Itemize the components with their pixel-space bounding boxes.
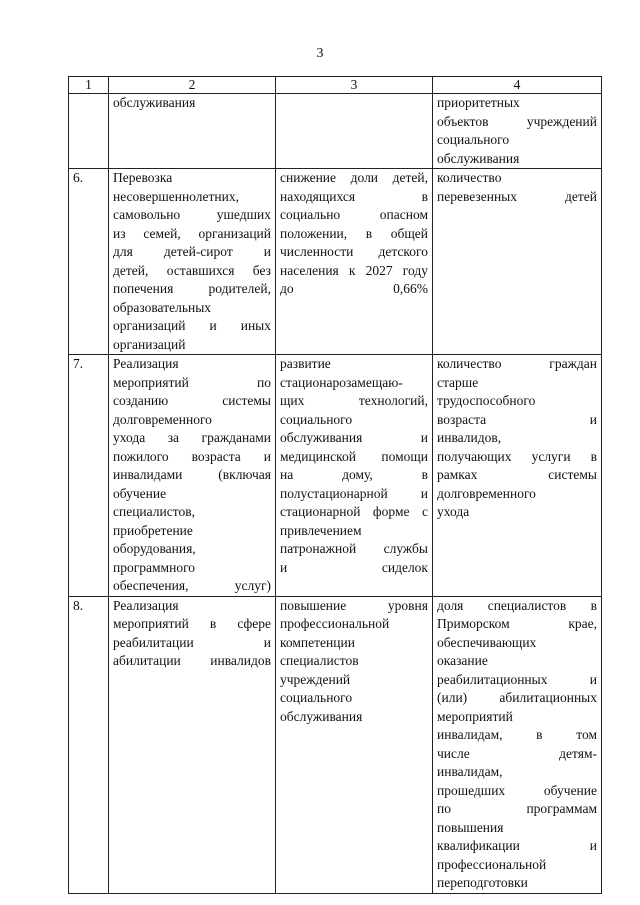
cell-line: попечения родителей, [113,281,271,296]
cell-line: компетенции [280,634,355,650]
cell-line: медицинской помощи [280,448,428,464]
cell-line: социально опасном [280,207,428,222]
cell-line: социального [437,132,510,147]
expected-result-cell [276,355,433,597]
cell-line: (или) абилитационных [437,690,597,705]
cell-line: социального [280,690,353,705]
cell-line: образовательных [113,299,212,315]
cell-line: Реализация [113,356,179,371]
measure-name-cell [109,355,276,597]
measure-name-cell [109,169,276,355]
cell-line: специалистов, [113,504,195,519]
indicator-cell [433,355,602,597]
indicator-cell [433,596,602,893]
expected-result-cell [276,596,433,893]
cell-line: развитие [280,356,331,371]
cell-line: повышения [437,819,504,835]
cell-line: инвалидами (включая [113,467,271,482]
cell-line: абилитации инвалидов [113,653,271,668]
table-header-row [69,77,602,94]
header-cell-2: 2 [109,77,276,94]
table-row [69,355,602,597]
cell-line: из семей, организаций [113,225,271,241]
cell-line: мероприятий [437,708,513,724]
cell-line: снижение доли детей, [280,170,428,185]
cell-line: по программам [437,801,597,816]
row-number-cell: 6. [69,169,109,355]
indicator-cell [433,94,602,169]
page-number: 3 [316,46,324,61]
cell-line: организаций [113,336,186,352]
cell-line: самовольно ушедших [113,207,271,222]
cell-line: мероприятий по [113,374,271,390]
cell-line: находящихся в [280,188,428,204]
cell-line: реабилитации и [113,634,271,650]
cell-line: щих технологий, [280,393,428,408]
cell-line: обслуживания и [280,430,428,445]
cell-line: стационарозамещаю- [280,374,403,390]
table-row [69,169,602,355]
cell-line: оборудования, [113,541,196,556]
cell-line: объектов учреждений [437,113,597,129]
row-number-cell [69,94,109,169]
cell-line: созданию системы [113,393,271,408]
cell-line: программного [113,559,196,575]
cell-line: и сиделок [280,559,428,575]
cell-line: повышение уровня [280,597,428,613]
cell-line: переподготовки [437,875,528,890]
cell-line: до 0,66% [280,281,428,296]
cell-line: обучение [113,485,167,501]
cell-line: приоритетных [437,95,520,110]
cell-line: Приморском крае, [437,616,597,631]
table-row [69,596,602,893]
header-cell-3: 3 [276,77,433,94]
cell-line: количество граждан [437,356,597,371]
cell-line: обслуживания [280,708,363,724]
cell-line: численности детского [280,244,428,259]
cell-line: перевезенных детей [437,188,597,204]
cell-line: инвалидам, [437,764,503,779]
cell-line: привлечением [280,522,362,538]
cell-line: трудоспособного [437,393,536,408]
cell-line: специалистов [280,653,359,668]
cell-line: организаций и иных [113,318,271,333]
cell-line: долговременного [113,411,212,427]
cell-line: приобретение [113,522,193,538]
cell-line: социального [280,411,353,427]
cell-line: рамках системы [437,467,597,482]
cell-line: учреждений [280,671,351,687]
cell-line: обеспечивающих [437,634,537,650]
cell-line: обслуживания [113,95,196,110]
expected-result-cell [276,94,433,169]
row-number-cell: 7. [69,355,109,597]
cell-line: квалификации и [437,838,597,853]
cell-line: оказание [437,653,488,668]
measure-name-cell [109,94,276,169]
cell-line: старше [437,374,479,390]
header-cell-1: 1 [69,77,109,94]
cell-line: инвалидов, [437,430,502,445]
cell-line: доля специалистов в [437,597,597,613]
cell-line: обслуживания [437,150,520,166]
cell-line: профессиональной [437,856,547,872]
cell-line: профессиональной [280,616,390,631]
cell-line: положении, в общей [280,225,428,241]
measure-name-cell [109,596,276,893]
cell-line: полустационарной и [280,485,428,501]
expected-result-cell [276,169,433,355]
cell-line: долговременного [437,485,536,501]
cell-line: мероприятий в сфере [113,616,271,631]
cell-line: ухода [437,504,470,519]
cell-line: инвалидам, в том [437,727,597,742]
cell-line: населения к 2027 году [280,262,428,278]
header-cell-4: 4 [433,77,602,94]
cell-line: стационарной форме с [280,504,428,519]
cell-line: Перевозка [113,170,173,185]
cell-line: получающих услуги в [437,448,597,464]
measures-table [68,76,602,894]
cell-line: пожилого возраста и [113,448,271,464]
cell-line: реабилитационных и [437,671,597,687]
indicator-cell [433,169,602,355]
cell-line: для детей-сирот и [113,244,271,259]
cell-line: обеспечения, услуг) [113,578,271,593]
cell-line: числе детям- [437,745,597,761]
cell-line: возраста и [437,411,597,427]
row-number-cell: 8. [69,596,109,893]
table-row [69,94,602,169]
cell-line: количество [437,170,502,185]
cell-line: на дому, в [280,467,428,482]
cell-line: детей, оставшихся без [113,262,271,278]
cell-line: прошедших обучение [437,782,597,798]
cell-line: патронажной службы [280,541,428,556]
cell-line: Реализация [113,597,179,613]
cell-line: несовершеннолетних, [113,188,239,204]
cell-line: ухода за гражданами [113,430,271,445]
